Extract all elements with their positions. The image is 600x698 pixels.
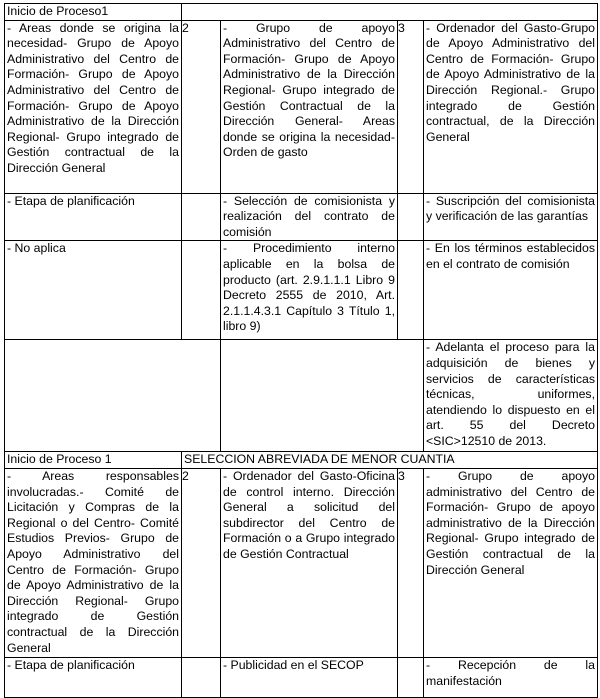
responsible-areas-cell: - Areas responsables involucradas.- Comité de Licitación y Compras de la Regional o del Centro- Comité Estudios Previos- Grupo de Apoyo Administrativo del Centro de Formación- Grupo de Apoyo Administrativo de la Dirección Regional- Grupo integrado de Gestión contractual de la Dirección General: [5, 468, 182, 657]
step-number-3: 3: [398, 20, 424, 193]
step-number-2: 2: [182, 468, 221, 657]
table-header-row: [5, 4, 598, 21]
empty-number-cell: [182, 193, 221, 241]
reception-cell: - Recepción de la manifestación: [424, 657, 598, 697]
empty-cell: [221, 340, 424, 452]
not-applicable-cell: - No aplica: [5, 241, 182, 340]
empty-number-cell: [398, 193, 424, 241]
process-table: [4, 3, 598, 698]
process-start-label: Inicio de Proceso1: [5, 4, 182, 21]
stage-cell: - Etapa de planificación: [5, 657, 182, 697]
step-2-cell: - Ordenador del Gasto-Oficina de control interno. Dirección General a solicitud del subdirector del Centro de Formación o a Grupo integrado de Gestión Contractual: [221, 468, 398, 657]
table-row: [5, 241, 598, 340]
step-3-cell: - Ordenador del Gasto-Grupo de Apoyo Administrativo del Centro de Formación- Grupo de Apoyo Administrativo de la Dirección Regional.- Grupo integrado de Gestión contractual, de la Dirección General: [424, 20, 598, 193]
signing-cell: - Suscripción del comisionista y verificación de las garantías: [424, 193, 598, 241]
document-page: [4, 3, 597, 688]
responsible-areas-cell: - Areas donde se origina la necesidad- Grupo de Apoyo Administrativo del Centro de Formación- Grupo de Apoyo Administrativo del Centro de Formación- Grupo de Apoyo Administrativo de la Dirección Regional- Grupo integrado de Gestión contractual de la Dirección General: [5, 20, 182, 193]
table-row: [5, 20, 598, 193]
table-row: [5, 340, 598, 452]
process-start-label: Inicio de Proceso 1: [5, 452, 182, 469]
procedure-cell: - Procedimiento interno aplicable en la bolsa de producto (art. 2.9.1.1.1 Libro 9 Decreto 2555 de 2010, Art. 2.1.1.4.3.1 Capítulo 3 Título 1, libro 9): [221, 241, 398, 340]
process-type-title: SELECCION ABREVIADA DE MENOR CUANTIA: [182, 452, 598, 469]
empty-number-cell: [182, 241, 221, 340]
terms-cell: - En los términos establecidos en el contrato de comisión: [424, 241, 598, 340]
table-row: [5, 193, 598, 241]
acquisition-cell: - Adelanta el proceso para la adquisición de bienes y servicios de características técnicas, uniformes, atendiendo lo dispuesto en el art. 55 del Decreto <SIC>12510 de 2013.: [424, 340, 598, 452]
empty-number-cell: [182, 657, 221, 697]
empty-number-cell: [398, 241, 424, 340]
empty-header-cell: [182, 4, 598, 21]
step-number-2: 2: [182, 20, 221, 193]
step-number-3: 3: [398, 468, 424, 657]
stage-cell: - Etapa de planificación: [5, 193, 182, 241]
empty-number-cell: [398, 657, 424, 697]
selection-cell: - Selección de comisionista y realización del contrato de comisión: [221, 193, 398, 241]
step-2-cell: - Grupo de apoyo Administrativo del Centro de Formación- Grupo de Apoyo Administrativo de la Dirección Regional- Grupo integrado de Gestión Contractual de la Dirección General- Areas donde se origina la necesidad- Orden de gasto: [221, 20, 398, 193]
step-3-cell: - Grupo de apoyo administrativo del Centro de Formación- Grupo de apoyo administrativo de la Dirección Regional- Grupo integrado de Gestión contractual de la Dirección General: [424, 468, 598, 657]
table-row: [5, 657, 598, 697]
empty-cell: [5, 340, 221, 452]
table-header-row: [5, 452, 598, 469]
publicity-cell: - Publicidad en el SECOP: [221, 657, 398, 697]
table-row: [5, 468, 598, 657]
